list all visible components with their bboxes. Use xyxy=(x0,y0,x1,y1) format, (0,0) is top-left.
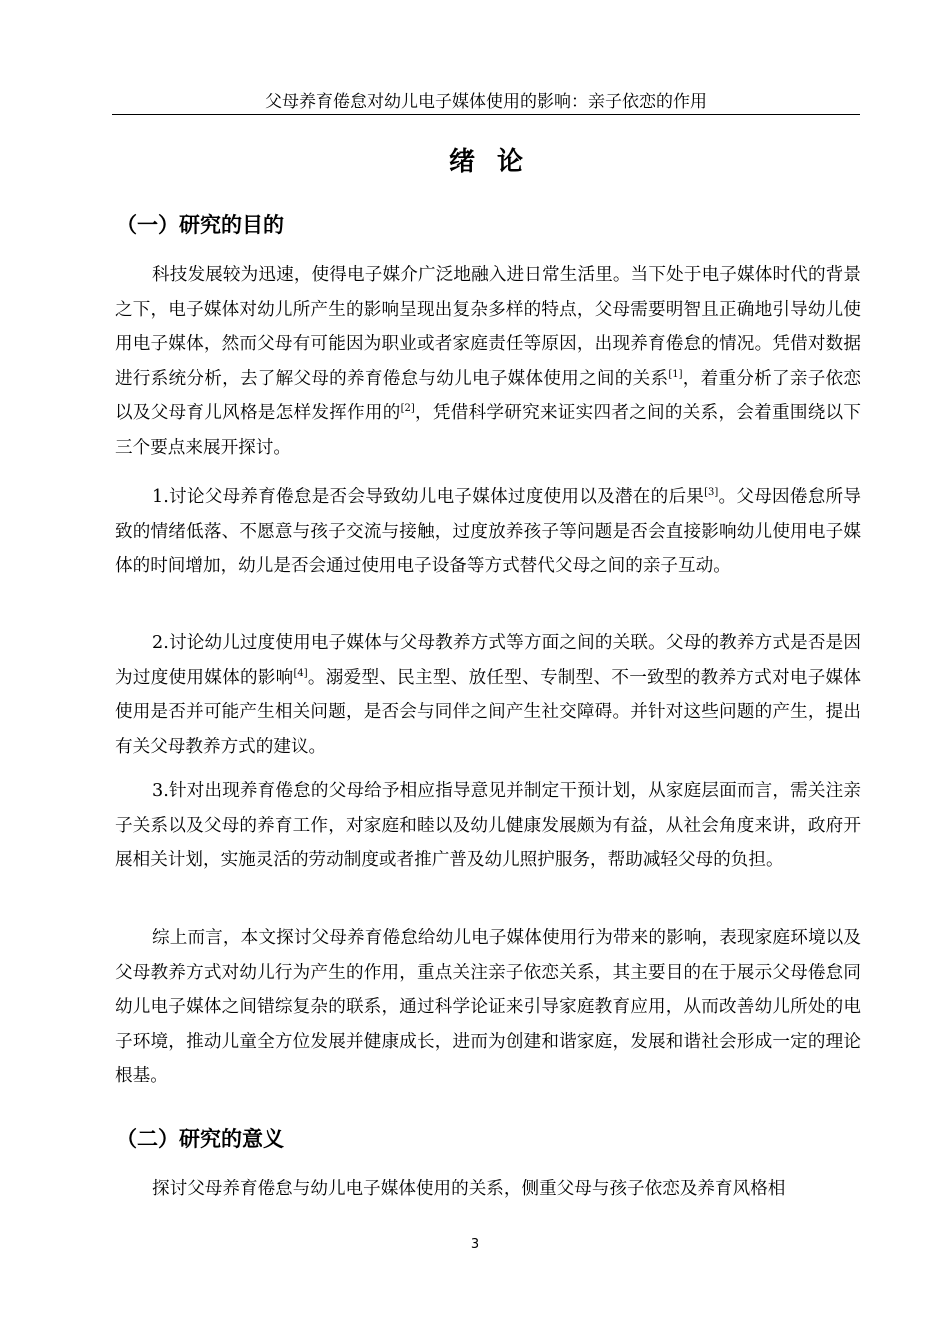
paragraph-text: 。溺爱型、民主型、放任型、专制型、不一致型的教养方式对电子媒体使用是否并可能产生相关问题，是否会与同伴之间产生社交障碍。并针对这些问题的产生，提出有关父母教养方式的建议。 xyxy=(115,667,861,757)
paragraph-point-3: 3.针对出现养育倦怠的父母给予相应指导意见并制定干预计划，从家庭层面而言，需关注亲子关系以及父母的养育工作，对家庭和睦以及幼儿健康发展颇为有益，从社会角度来讲，政府开展相关计划，实施灵活的劳动制度或者推广普及幼儿照护服务，帮助减轻父母的负担。 xyxy=(115,781,861,871)
citation-ref: [1] xyxy=(668,368,683,380)
paragraph-text: 。父母因倦怠所导致的情绪低落、不愿意与孩子交流与接触，过度放养孩子等问题是否会直接影响幼儿使用电子媒体的时间增加，幼儿是否会通过使用电子设备等方式替代父母之间的亲子互动。 xyxy=(115,487,861,577)
paragraph-significance-intro: 探讨父母养育倦怠与幼儿电子媒体使用的关系，侧重父母与孩子依恋及养育风格相 xyxy=(152,1179,786,1199)
citation-ref: [3] xyxy=(704,487,719,498)
citation-ref: [4] xyxy=(293,667,308,679)
paragraph-text: 1.讨论父母养育倦怠是否会导致幼儿电子媒体过度使用以及潜在的后果 xyxy=(152,487,705,507)
paragraph-text: 2.讨论幼儿过度使用电子媒体与父母教养方式等方面之间的关联。父母的教养方式是否是因为过度使用媒体的影响 xyxy=(115,633,861,688)
section-heading-purpose: （一）研究的目的 xyxy=(116,213,284,237)
running-header-title: 父母养育倦怠对幼儿电子媒体使用的影响：亲子依恋的作用 xyxy=(265,92,707,112)
citation-ref: [2] xyxy=(400,403,415,415)
page-number: 3 xyxy=(470,1237,480,1252)
paragraph-point-2 xyxy=(115,626,861,764)
section-heading-significance: （二）研究的意义 xyxy=(116,1127,284,1151)
paragraph-text: 科技发展较为迅速，使得电子媒介广泛地融入进日常生活里。当下处于电子媒体时代的背景之下，电子媒体对幼儿所产生的影响呈现出复杂多样的特点，父母需要明智且正确地引导幼儿使用电子媒体，然而父母有可能因为职业或者家庭责任等原因，出现养育倦怠的情况。凭借对数据进行系统分析，去了解父母的养育倦怠与幼儿电子媒体使用之间的关系 xyxy=(115,265,861,389)
paragraph-text: ，凭借科学研究来证实四者之间的关系，会着重围绕以下三个要点来展开探讨。 xyxy=(115,403,861,458)
paragraph-point-1 xyxy=(115,480,861,584)
chapter-title: 绪论 xyxy=(448,147,545,177)
paragraph-text: ，着重分析了亲子依恋以及父母育儿风格是怎样发挥作用的 xyxy=(115,368,861,424)
paragraph-purpose-intro xyxy=(115,258,861,466)
header-divider xyxy=(112,114,860,115)
paragraph-summary: 综上而言，本文探讨父母养育倦怠给幼儿电子媒体使用行为带来的影响，表现家庭环境以及父母教养方式对幼儿行为产生的作用，重点关注亲子依恋关系，其主要目的在于展示父母倦怠同幼儿电子媒体之间错综复杂的联系，通过科学论证来引导家庭教育应用，从而改善幼儿所处的电子环境，推动儿童全方位发展并健康成长，进而为创建和谐家庭，发展和谐社会形成一定的理论根基。 xyxy=(115,928,861,1087)
